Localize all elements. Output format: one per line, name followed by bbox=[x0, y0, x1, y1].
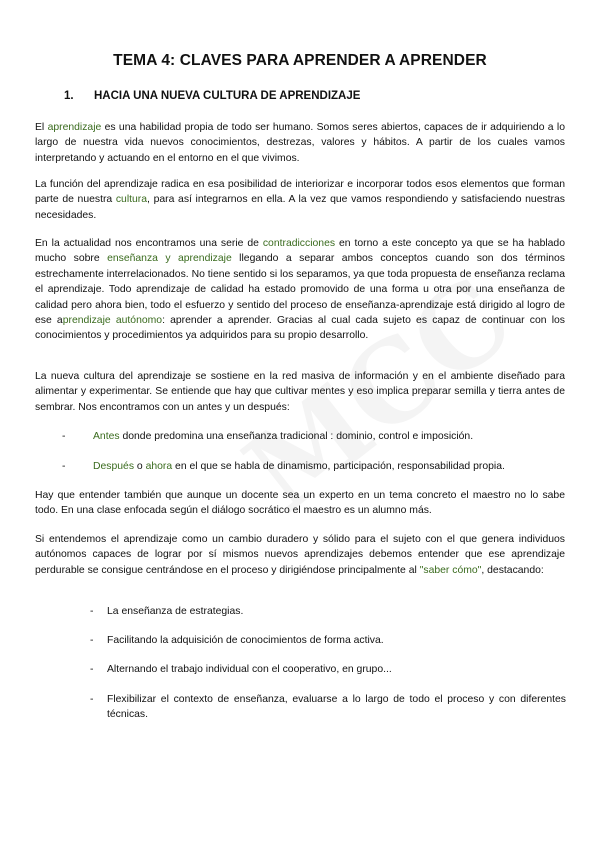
section-title: HACIA UNA NUEVA CULTURA DE APRENDIZAJE bbox=[94, 90, 361, 102]
highlight-term: aprendizaje bbox=[47, 122, 102, 133]
paragraph-5: Hay que entender también que aunque un docente sea un experto en un tema concreto el maestro no lo sabe todo. En una clase enfocada según el diálogo socrático el maestro es un alumno más. bbox=[35, 490, 565, 517]
list-item: - Flexibilizar el contexto de enseñanza, evaluarse a lo largo de todo el proceso y con diferentes técnicas. bbox=[90, 694, 566, 721]
highlight-term: cultura bbox=[115, 194, 148, 206]
list-item: - Antes donde predomina una enseñanza tradicional : dominio, control e imposición. bbox=[62, 429, 562, 444]
dash-bullet: - bbox=[90, 606, 94, 617]
page-title: TEMA 4: CLAVES PARA APRENDER A APRENDER bbox=[113, 52, 487, 69]
paragraph-2: La función del aprendizaje radica en esa posibilidad de interiorizar e incorporar todos esos elementos que forman parte de nuestra cultura, para así integrarnos en ella. A la vez que vamos respondiendo y satisfaciendo nuestras necesidades. bbox=[35, 179, 565, 221]
section-number: 1. bbox=[64, 90, 74, 102]
highlight-term: Antes bbox=[93, 431, 120, 442]
paragraph-4: La nueva cultura del aprendizaje se sostiene en la red masiva de información y en el ambiente diseñado para alimentar y experimentar. Se entiende que hay que cultivar mentes y eso implica preparar semilla y tierra antes de sembrar. Nos encontramos con un antes y un después: bbox=[35, 371, 565, 413]
highlight-term: prendizaje autónomo bbox=[62, 315, 163, 327]
dash-bullet: - bbox=[62, 431, 66, 442]
highlight-term: Después bbox=[93, 461, 135, 472]
list-item: - Alternando el trabajo individual con el cooperativo, en grupo... bbox=[90, 662, 566, 677]
dash-bullet: - bbox=[62, 461, 66, 472]
paragraph-3: En la actualidad nos encontramos una serie de contradicciones en torno a este concepto ya que se ha hablado mucho sobre enseñanza y aprendizaje llegando a separar ambos conceptos cuando son dos términos estrechamente interrelacionados. No tiene sentido si los separamos, ya que toda propuesta de enseñanza reclama el aprendizaje. Todo aprendizaje de calidad ha estado promovido de una forma u otra por una enseñanza de calidad pero ahora bien, todo el esfuerzo y sentido del proceso de enseñanza-aprendizaje está dirigido al logro de ese aprendizaje autónomo: aprender a aprender. Gracias al cual cada sujeto es capaz de continuar con los conocimientos y procedimientos ya adquiridos para su propio desarrollo. bbox=[35, 238, 566, 342]
list-item: - Facilitando la adquisición de conocimientos de forma activa. bbox=[90, 633, 566, 648]
highlight-term: contradicciones bbox=[262, 238, 336, 249]
list-item: - Después o ahora en el que se habla de dinamismo, participación, responsabilidad propia. bbox=[62, 459, 562, 474]
paragraph-1: El aprendizaje es una habilidad propia de todo ser humano. Somos seres abiertos, capaces de ir adquiriendo a lo largo de nuestra vida nuevos conocimientos, destrezas, valores y hábitos. A partir de los cuales vamos interpretando y actuando en el entorno en el que vivimos. bbox=[35, 122, 565, 164]
dash-bullet: - bbox=[90, 635, 94, 646]
section-heading bbox=[64, 90, 360, 102]
paragraph-6: Si entendemos el aprendizaje como un cambio duradero y sólido para el sujeto con el que genera individuos autónomos capaces de lograr por sí mismos nuevos aprendizajes debemos entender que ese aprendizaje perdurable se consigue centrándose en el proceso y dirigiéndose principalmente al "saber cómo", destacando: bbox=[35, 534, 565, 576]
list-item: - La enseñanza de estrategias. bbox=[90, 604, 566, 619]
dash-bullet: - bbox=[90, 694, 94, 705]
highlight-term: ahora bbox=[145, 461, 173, 472]
highlight-term: "saber cómo" bbox=[419, 564, 482, 576]
highlight-term: enseñanza y aprendizaje bbox=[107, 253, 232, 265]
dash-bullet: - bbox=[90, 664, 94, 675]
